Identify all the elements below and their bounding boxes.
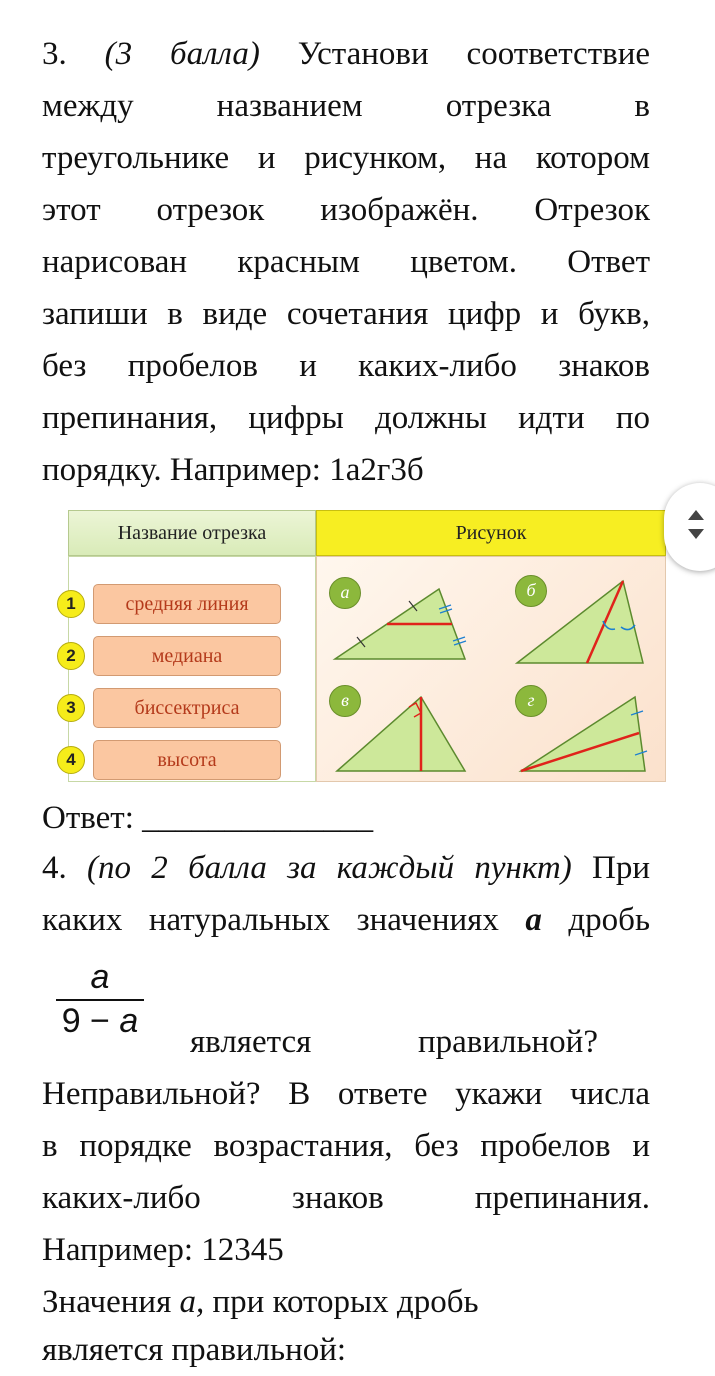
header-segment-name [68,510,316,556]
q3-line-4: этот отрезок изображён. Отрезок [42,192,650,228]
variable-a: а, [179,1284,205,1320]
term-number: 2 [57,642,85,670]
q3-line-1 [42,28,650,80]
q4-points: (по 2 балла за каждый пункт) [87,850,572,886]
term-number: 1 [57,590,85,618]
fraction [54,958,146,1040]
q3-points: (3 балла) [104,36,260,72]
q3-text: Установи соответствие [297,36,651,72]
q3-line-2: между названием отрезка в [42,88,650,124]
scroll-button[interactable] [664,483,715,571]
q4-line-2 [42,894,650,946]
q3-line-5: нарисован красным цветом. Ответ [42,244,650,280]
term-median: медиана [93,636,281,676]
fraction-denominator [54,1002,146,1041]
matching-figure [68,510,666,782]
term-number: 4 [57,746,85,774]
q4-text: Значения [42,1284,172,1320]
q4-text: дробь [568,902,650,938]
q4-line-1 [42,842,650,894]
q4-text: каких натуральных значениях [42,902,499,938]
q4-line-9: является правильной: [42,1332,347,1368]
q4-line-7: Например: 12345 [42,1232,284,1268]
denominator-nine: 9 − [61,1002,110,1040]
header-left-label: Название отрезка [117,522,267,544]
q3-line-6: запиши в виде сочетания цифр и букв, [42,296,650,332]
picture-label-v: в [329,685,361,717]
variable-a: а [525,902,542,938]
q3-number: 3. [42,36,67,72]
q4-line-6: каких-либо знаков препинания. [42,1180,650,1216]
q4-text: При [592,850,651,886]
term-bisector: биссектриса [93,688,281,728]
fraction-numerator: a [90,958,110,996]
q4-line-4: Неправильной? В ответе укажи числа [42,1076,650,1112]
term-altitude: высота [93,740,281,780]
term-number: 3 [57,694,85,722]
term-midline: средняя линия [93,584,281,624]
q3-line-7: без пробелов и каких-либо знаков [42,348,650,384]
picture-label-g: г [515,685,547,717]
q4-line-5: в порядке возрастания, без пробелов и [42,1128,650,1164]
triangles-svg [317,557,667,783]
q3-line-3: треугольнике и рисунком, на котором [42,140,650,176]
header-picture [316,510,666,556]
denominator-var: a [119,1002,139,1040]
fraction-bar [56,999,144,1001]
header-right-label: Рисунок [455,522,527,544]
q4-text: при которых дробь [212,1284,479,1320]
picture-label-b: б [515,575,547,607]
scroll-down-icon[interactable] [688,529,704,539]
terms-column [68,556,316,782]
scroll-up-icon[interactable] [688,510,704,520]
q4-number: 4. [42,850,67,886]
q3-line-9: порядку. Например: 1а2г3б [42,452,424,488]
pictures-column [316,556,666,782]
answer-line: Ответ: ______________ [42,800,374,836]
q4-line-3: является правильной? [190,1024,598,1060]
q4-line-8 [42,1276,650,1328]
picture-label-a: а [329,577,361,609]
q3-line-8: препинания, цифры должны идти по [42,400,650,436]
